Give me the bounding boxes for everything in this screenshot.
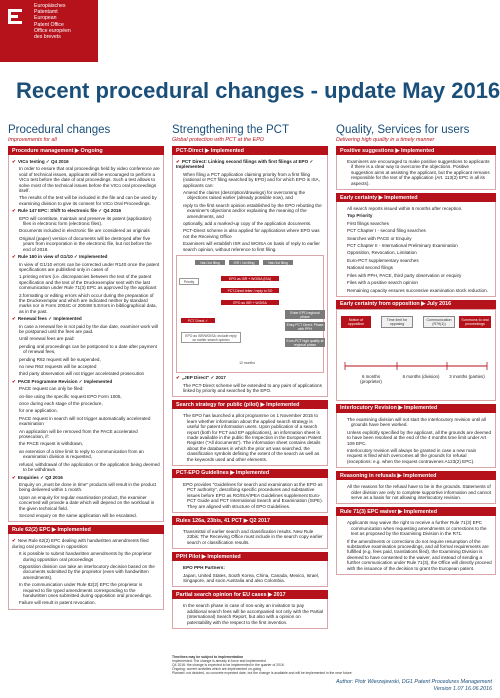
section-pph-pilot xyxy=(172,561,328,587)
footnote: Planned: not decided, no concrete expected date, but the change is available and will be implemented in the near future xyxy=(172,671,352,675)
section-bar: Rule 71(3) EPC waiver ▶ Implemented xyxy=(336,507,496,516)
diagram-label: EPO as ISR/WOISA: include reply on earlier search opinion xyxy=(181,332,241,343)
item-text: Japan, United States, South Korea, China, Canada, Mexico, Israel, Singapore, and soon Australia and also Colombia. xyxy=(183,572,320,584)
column-title: Procedural changes xyxy=(8,124,111,136)
section-bar: Procedure management ▶ Ongoing xyxy=(8,146,164,155)
item-text: An application will be removed from the PACE accelerated prosecution, if: xyxy=(19,428,138,440)
bullet-item: for one application. xyxy=(19,408,58,414)
bullet-item: It is possible to submit handwritten amendments by the proprietor during opposition oral proceedings xyxy=(19,551,152,562)
bullet-item: no new R62 requests will be accepted xyxy=(19,364,97,369)
page-header xyxy=(0,0,500,62)
section-bar: PCT-Direct ▶ Implemented xyxy=(172,146,328,155)
item-heading: ✔ Rule 160 in view of G1/10 ✓ Implemented xyxy=(12,254,108,260)
diagram-box: PCT-Direct letter / reply to SO xyxy=(221,288,279,293)
bullet-item: the PACE request is withdrawn, xyxy=(19,441,84,447)
org-line: European xyxy=(34,15,57,22)
org-line: Patent Office xyxy=(34,21,64,28)
column-procedural-changes xyxy=(8,124,164,610)
footnote: Timelines may be subject to implementation xyxy=(172,655,244,659)
bullet-item: on-line using the specific request EPO Form 1005, xyxy=(19,393,122,399)
item-heading: ✔ Enquiries ✓ Q3 2016 xyxy=(12,474,63,480)
diagram-box: Nat./1st filing xyxy=(263,260,293,265)
timeline-box: Notice of opposition xyxy=(341,316,371,328)
section-bar: Positive suggestions ▶ Implemented xyxy=(336,146,496,155)
column-subtitle: Delivering high quality in a timely manner xyxy=(336,137,435,143)
section-rule-62 xyxy=(8,534,164,609)
item-text: In case a renewal fee is not paid by the due date, examiner work will be postponed until the fees are paid. xyxy=(19,323,158,334)
bullet-item: an extension of a time limit to reply to communication from an examination division is requested, xyxy=(19,448,144,460)
section-bar: Rule 62(2) EPC ▶ Implemented xyxy=(8,525,164,534)
bullet-item: First filings searches xyxy=(347,220,389,226)
column-title: Quality, Services for users xyxy=(336,124,470,136)
bullet-item: optionally, add a marked-up copy of the application documents. xyxy=(183,221,312,227)
section-reasoning-refusals xyxy=(336,480,496,504)
bullet-item: EPO will constitute, maintain and preserve its patent (application) files in electronic form (electronic files). xyxy=(19,215,152,227)
item-heading: ✔ VICo testing ✓ Q4 2016 xyxy=(12,159,69,164)
opposition-timeline xyxy=(336,309,496,401)
section-early-certainty xyxy=(336,202,496,297)
section-interlocutory-revision xyxy=(336,413,496,468)
item-text: Until renewal fees are paid: xyxy=(19,336,75,342)
bullet-item: Files with a positive search opinion xyxy=(347,280,418,286)
epo-logo-icon xyxy=(5,5,31,31)
bullet-item: Opposition, Revocation, Limitation xyxy=(347,250,417,256)
section-bar: Reasoning in refusals ▶ Implemented xyxy=(336,471,496,480)
column-quality-services xyxy=(336,124,496,575)
diagram-box: EPO as ISR + WOISA xyxy=(221,300,279,305)
bullet-item: third party observation will not trigger accelerated prosecution xyxy=(19,371,145,377)
section-bar: Early certainty from opposition ▶ July 2016 xyxy=(336,300,496,309)
org-line: des brevets xyxy=(34,34,61,41)
bullet-item: Searches with PACE or Enquiry xyxy=(347,235,412,241)
bullet-item: National second filings xyxy=(347,265,393,271)
timeline-label: 3 months (parties) xyxy=(449,373,485,379)
item-text: When filing a PCT application claiming priority from a first filing (national or PCT filing searched by EPO) and for which EPO is ISA, applicants can: xyxy=(183,171,321,188)
bullet-item: reply to the first search opinion established by the EPO rebutting the examiner's objections and/or explaining the meaning of the amendments, and xyxy=(183,202,322,219)
check-icon: ✔ xyxy=(12,208,16,214)
check-icon: ✔ xyxy=(12,159,16,164)
diagram-box: Euro-PCT high quality at regional phase xyxy=(286,338,324,347)
author-info xyxy=(336,679,492,692)
org-line: Europäisches xyxy=(34,3,66,9)
timeline-label: 6 months (proprieter) xyxy=(360,373,382,384)
section-bar: Interlocutory Revision ▶ Implemented xyxy=(336,404,496,413)
timeline-label: 6 months (division) xyxy=(402,373,440,379)
footnote: Implemented: The change is already in force and implemented xyxy=(172,659,266,663)
bullet-item: In the communication under Rule 82(2) EPC the proprietor is required to file typed amendments corresponding to the handwritten ones submitted during opposition oral proceedings. xyxy=(19,582,152,598)
bullet-item: once during each stage of the procedure, xyxy=(19,401,103,407)
check-icon: ✔ xyxy=(12,254,16,260)
item-heading: ✔ PCT Direct: Linking second filings with first filings at EPO ✓ Implemented xyxy=(176,159,314,170)
org-line: Patentamt xyxy=(34,9,58,16)
version-line: Version 1.07 16.06.2016 xyxy=(433,685,492,692)
bullet-item: Files with PPH, PACE, third party observation or enquiry xyxy=(347,272,462,278)
item-text: In order to ensure that oral proceedings held by video conference are void of technical issues, applicants will be encouraged to perform a VICo test before the date of oral proceedings. Such a test allows to solve most of the technical issues before the VICo oral proceedings itself. xyxy=(19,166,160,194)
section-positive-suggestions xyxy=(336,155,496,190)
diagram-box: ISR / 1st filing xyxy=(229,260,259,265)
section-pct-direct xyxy=(172,155,328,397)
section-bar: PCT-EPO Guidelines ▶ Implemented xyxy=(172,469,328,478)
check-icon: ✔ xyxy=(12,538,16,544)
item-text: If the amendments or corrections do not require resumption of the substantive examination proceedings, and all formal requirements are fulfilled (e.g. fees paid, translations filed), the Examining Division is deemed to have consented to the waiver, and instead of sending a further communication under Rule 71(3), the Office will directly proceed with the issuance of the decision to grant the European patent. xyxy=(347,538,492,571)
check-icon: ✔ xyxy=(12,378,16,384)
timeline-box: Communication (R79(1)) xyxy=(423,316,455,328)
footnote: Q4 2016: the change is expected to be implemented in the quarter of 2016 xyxy=(172,663,284,667)
bullet-item: Failure will result in patent revocation. xyxy=(19,600,96,606)
section-rules-pct xyxy=(172,525,328,549)
section-pct-epo-guidelines xyxy=(172,478,328,513)
check-icon: ✔ xyxy=(12,474,16,480)
bullet-item: The EPO has launched a pilot programme on 1 November 2015 to learn whether information about the applied search strategy is useful for patent information users. Upon publication of a search report (both for PCT and EP applications), an information sheet is made available in the public file Inspection in the European Patent Register ("All documents"). The information sheet contains details about the databases in which the prior art was searched, the classification symbols defining the extent of the search as well as the keywords used and other elements. xyxy=(183,413,322,462)
item-text: PACE request can only be filed: xyxy=(19,386,84,392)
timeline-box: Summons to oral proceedings xyxy=(459,316,491,328)
footnote: Ongoing: current activities which are implemented on-going xyxy=(172,667,262,671)
diagram-box: Entry PCT Direct: Phase with PPH xyxy=(286,322,324,331)
section-bar: Partial search opinion for EU cases ▶ 2017 xyxy=(172,590,328,599)
column-subtitle: Global protection with PCT at the EPO xyxy=(172,137,264,143)
item-text: 2.formatting or editing errors which occur during the preparation of the Druckexemplar and which are indicated neither by standard marks nor in Form 2004C or 2004W 5.Errors in bibliographical data, as in the past. xyxy=(19,292,157,314)
pct-direct-diagram xyxy=(176,255,324,373)
bullet-item: PCT Chapter II - International Preliminary Examination xyxy=(347,243,458,249)
item-text: Unless explicitly specified by the applicant, all the grounds are deemed to have been resolved at the end of the 4 months time limit under Art 109 EPC. xyxy=(347,429,492,446)
item-text: In view of G1/10 errors can be corrected under R140 once the patent specifications are published only in cases of xyxy=(19,261,160,272)
epo-logo-block xyxy=(0,0,98,62)
item-heading: ✔ „JEP Direct" ✓ 2017 xyxy=(176,375,226,381)
item-heading: ✔ PACE Programme Revision ✓ Implemented xyxy=(12,378,113,384)
section-partial-search xyxy=(172,599,328,629)
check-icon: ✔ xyxy=(176,375,180,381)
bullet-item: Original (paper) version of documents will be destroyed after five years from incorporation in the electronic file, but not before the end of 2018. xyxy=(19,235,152,252)
bullet-item: The examining division will not start the interlocutory revision until all grounds have been worked. xyxy=(347,416,486,428)
section-bar: Early certainty ▶ Implemented xyxy=(336,193,496,202)
item-text: 1.printing errors (i.e. discrepancies between the text of the patent specification and the text of the Druckexemplar sent with the last communication under Rule 71(3) EPC as approved by the applicant xyxy=(19,274,157,291)
item-heading: ✔ New Rule 62(2) EPC dealing with handwritten amendments filed during oral proceedings in opposition: xyxy=(12,538,149,549)
diagram-box: PCT Direct ✓ xyxy=(181,318,215,323)
bullet-item: All search reports issued within 6 months after reception. xyxy=(347,206,463,212)
bullet-item: Euro-PCT supplementary searches xyxy=(347,257,419,263)
column-subtitle: Improvements for all xyxy=(8,137,57,143)
item-text: Interlocutory revision will always be granted in case a new main request is filed which overcomes all the grounds for refusal (exceptions: e.g. when the request contravenes A123(2) EPC). xyxy=(347,447,477,464)
bullet-item: Opposition division can take an interlocutory decision based on the documents submitted by the proprietor (even with handwritten amendments). xyxy=(19,563,155,580)
item-heading: ✔ Rule 147 EPC: Shift to electronic file ✓ Q4 2016 xyxy=(12,208,122,214)
bullet-item: PCT Chapter I - second filing searches xyxy=(347,228,426,234)
section-procedure-management xyxy=(8,155,164,522)
item-text: Second enquiry on the same application will be escalated. xyxy=(19,512,137,518)
bullet-item: refusal, withdrawal of the application or the application being deemed to be withdrawn. xyxy=(19,461,160,473)
bullet-item: Examiners are encouraged to make positive suggestions to applicants if there is a clear way to overcome the objections. Positive suggestion aims at assisting the applicant, but the applicant remains responsible for the text of the application (Art. 113(2) EPC in all its aspects). xyxy=(347,159,490,186)
bullet-item: All the reasons for the refusal have to be in the grounds. Statements of older division are only to complete supportive information and cannot serve as a basis for not allowing interlocutory revision. xyxy=(347,484,491,500)
section-bar: Rules 126a, 23bis, 41 PCT ▶ Q2 2017 xyxy=(172,516,328,525)
page-title: Recent procedural changes - update May 2016 xyxy=(16,78,500,103)
section-search-strategy xyxy=(172,409,328,466)
org-line: Office européen xyxy=(34,27,71,34)
footnotes xyxy=(172,655,492,675)
item-text: The results of the test will be included in the file and can be used by examining division to give its consent for VICo Oral Proceedings. xyxy=(19,195,157,206)
timeline-box: Time limit for opposing xyxy=(381,316,413,328)
section-bar: Search strategy for public (pilot) ▶ Implemented xyxy=(172,400,328,409)
diagram-box: Nat./1st filing xyxy=(195,260,225,265)
bullet-item: pending oral proceedings can be postponed to a date after payment of renewal fees, xyxy=(19,343,157,355)
bullet-item: EPO PPH Partners: xyxy=(183,565,225,571)
item-text: The PCT-Direct scheme will be extended to any pairs of applications linked by priority and searched by the EPO. xyxy=(183,382,322,393)
column-title: Strengthening the PCT xyxy=(172,124,289,136)
bullet-item: Applicants may waive the right to receive a further Rule 71(3) EPC communication when requesting amendments or corrections to the text as proposed by the Examining Division in the R71. xyxy=(347,520,487,537)
diagram-label: Priority xyxy=(179,278,199,285)
item-heading: ✔ Renewal fees ✓ Implemented xyxy=(12,316,82,322)
bullet-item: In the search phase in case of non-unity an invitation to pay additional search fees will be accompanied not only with the Partial (International) Search Report, but also with a opinion on patentability with the respect to the first invention. xyxy=(183,603,324,625)
bullet-item: EPO provides "Guidelines for search and examination at the EPO as PCT authority", describing specific procedures and substantive issues before EPO as RO/ISA/IPEA Guidelines supplement Euro-PCT Guide and PCT International Search and Examination (ISPE). They are aligned with structure of EPO Guidelines. xyxy=(183,481,323,509)
bullet-item: Documents included in electronic file are considered as originals xyxy=(19,228,150,234)
bullet-item: Transmittal of earlier search and classification results. New Rule 23bis: The Receiving Office must include in the search copy earlier search or classification results. xyxy=(183,529,323,545)
bullet-item: Top Priority xyxy=(347,213,373,219)
item-text: Examiners will establish ISR and WOISA on basis of reply to earlier search opinion, without reference to first filing. xyxy=(183,241,320,252)
item-text: PACE request in search will not trigger automatically accelerated examination xyxy=(19,415,151,427)
diagram-box: EPO as ISR + WOISA (ISA) xyxy=(221,276,279,281)
diagram-scale-label: 12 months xyxy=(227,360,267,365)
check-icon: ✔ xyxy=(12,316,16,322)
diagram-box: Enter EPO regional phase xyxy=(285,310,325,319)
item-text: Enquiry on „must be done in time" products will result in the product being delivered within 1 month. xyxy=(19,481,157,493)
bullet-item: pending R62 request will be suspended, xyxy=(19,356,101,362)
item-text: PCT-Direct scheme is also applied for applications where EPO was not the Receiving Office xyxy=(183,228,320,239)
item-text: Upon an enquiry for regular examination product, the examiner concerned will provide a date which will depend on the workload in the given technical field. xyxy=(19,494,155,511)
section-rule-71-waiver xyxy=(336,516,496,575)
epo-org-name xyxy=(34,3,98,40)
column-strengthening-pct xyxy=(172,124,328,629)
check-icon: ✔ xyxy=(176,159,180,164)
bullet-item: Amend the claims (description/drawings) for overcoming the objections raised earlier (already possible now), and xyxy=(183,190,306,201)
section-bar: PPH Pilot ▶ Implemented xyxy=(172,552,328,561)
bullet-item: Remaining capacity ensures successive examination stock reduction. xyxy=(347,287,488,293)
author-line: Author: Piotr Wierzejewski, DG1 Patent Procedures Management xyxy=(335,679,492,685)
